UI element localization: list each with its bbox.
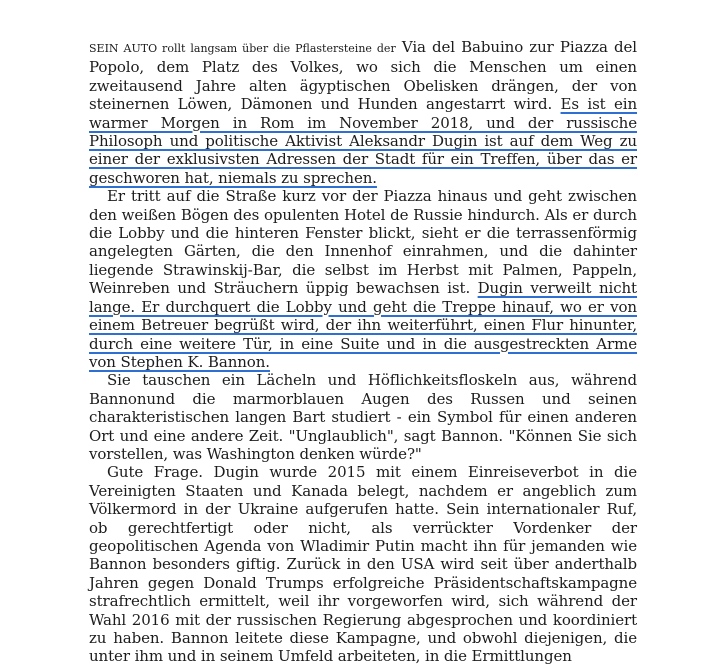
highlighted-passage: Es ist ein warmer Morgen in Rom im November 2018, und der russische Philosoph und politische Aktivist Aleksandr Dugin ist auf dem Weg zu einer der exklusivsten Adressen der Stadt für ein Treffen, über das er geschworen hat, niemals zu sprechen.	[89, 95, 637, 187]
paragraph-4	[89, 463, 637, 665]
paragraph-3	[89, 371, 637, 463]
paragraph-text: Er tritt auf die Straße kurz vor der Piazza hinaus und geht zwischen den weißen Bögen des opulenten Hotel de Russie hindurch. Als er durch die Lobby und die hinteren Fenster blickt, sieht er die terrassenförmig angelegten Gärten, die den Innenhof einrahmen, und die dahinter liegende Strawinskij-Bar, die selbst im Herbst mit Palmen, Pappeln, Weinreben und Sträuchern üppig bewachsen ist.	[89, 187, 637, 298]
paragraph-lead-smallcaps: SEIN AUTO rollt langsam über die Pflastersteine der	[89, 42, 396, 55]
paragraph-2	[89, 187, 637, 371]
paragraph-text: Gute Frage. Dugin wurde 2015 mit einem Einreiseverbot in die Vereinigten Staaten und Kanada belegt, nachdem er angeblich zum Völkermord in der Ukraine aufgerufen hatte. Sein internationaler Ruf, ob gerechtfertigt oder nicht, als verrückter Vordenker der geopolitischen Agenda von Wladimir Putin macht ihn für jemanden wie Bannon besonders giftig. Zurück in den USA wird seit über anderthalb Jahren gegen Donald Trumps erfolgreiche Präsidentschaftskampagne strafrechtlich ermittelt, weil ihr vorgeworfen wird, sich während der Wahl 2016 mit der russischen Regierung abgesprochen und koordiniert zu haben. Bannon leitete diese Kampagne, und obwohl diejenigen, die unter ihm und in seinem Umfeld arbeiteten, in die Ermittlungen	[89, 463, 637, 666]
paragraph-1	[89, 38, 637, 187]
highlighted-passage: Dugin verweilt nicht lange. Er durchquert die Lobby und geht die Treppe hinauf, wo er von einem Betreuer begrüßt wird, der ihn weiterführt, einen Flur hinunter, durch eine weitere Tür, in eine Suite und in die ausgestreckten Arme von Stephen K. Bannon.	[89, 279, 637, 371]
paragraph-text: Via del Babuino zur Piazza del Popolo, dem Platz des Volkes, wo sich die Menschen um einen zweitausend Jahre alten ägyptischen Obelisken drängen, der von steinernen Löwen, Dämonen und Hunden angestarrt wird.	[89, 38, 637, 114]
paragraph-text: Sie tauschen ein Lächeln und Höflichkeitsfloskeln aus, während Bannonund die marmorblauen Augen des Russen und seinen charakteristischen langen Bart studiert - ein Symbol für einen anderen Ort und eine andere Zeit. "Unglaublich", sagt Bannon. "Können Sie sich vorstellen, was Washington denken würde?"	[89, 371, 637, 463]
document-page	[89, 38, 637, 666]
